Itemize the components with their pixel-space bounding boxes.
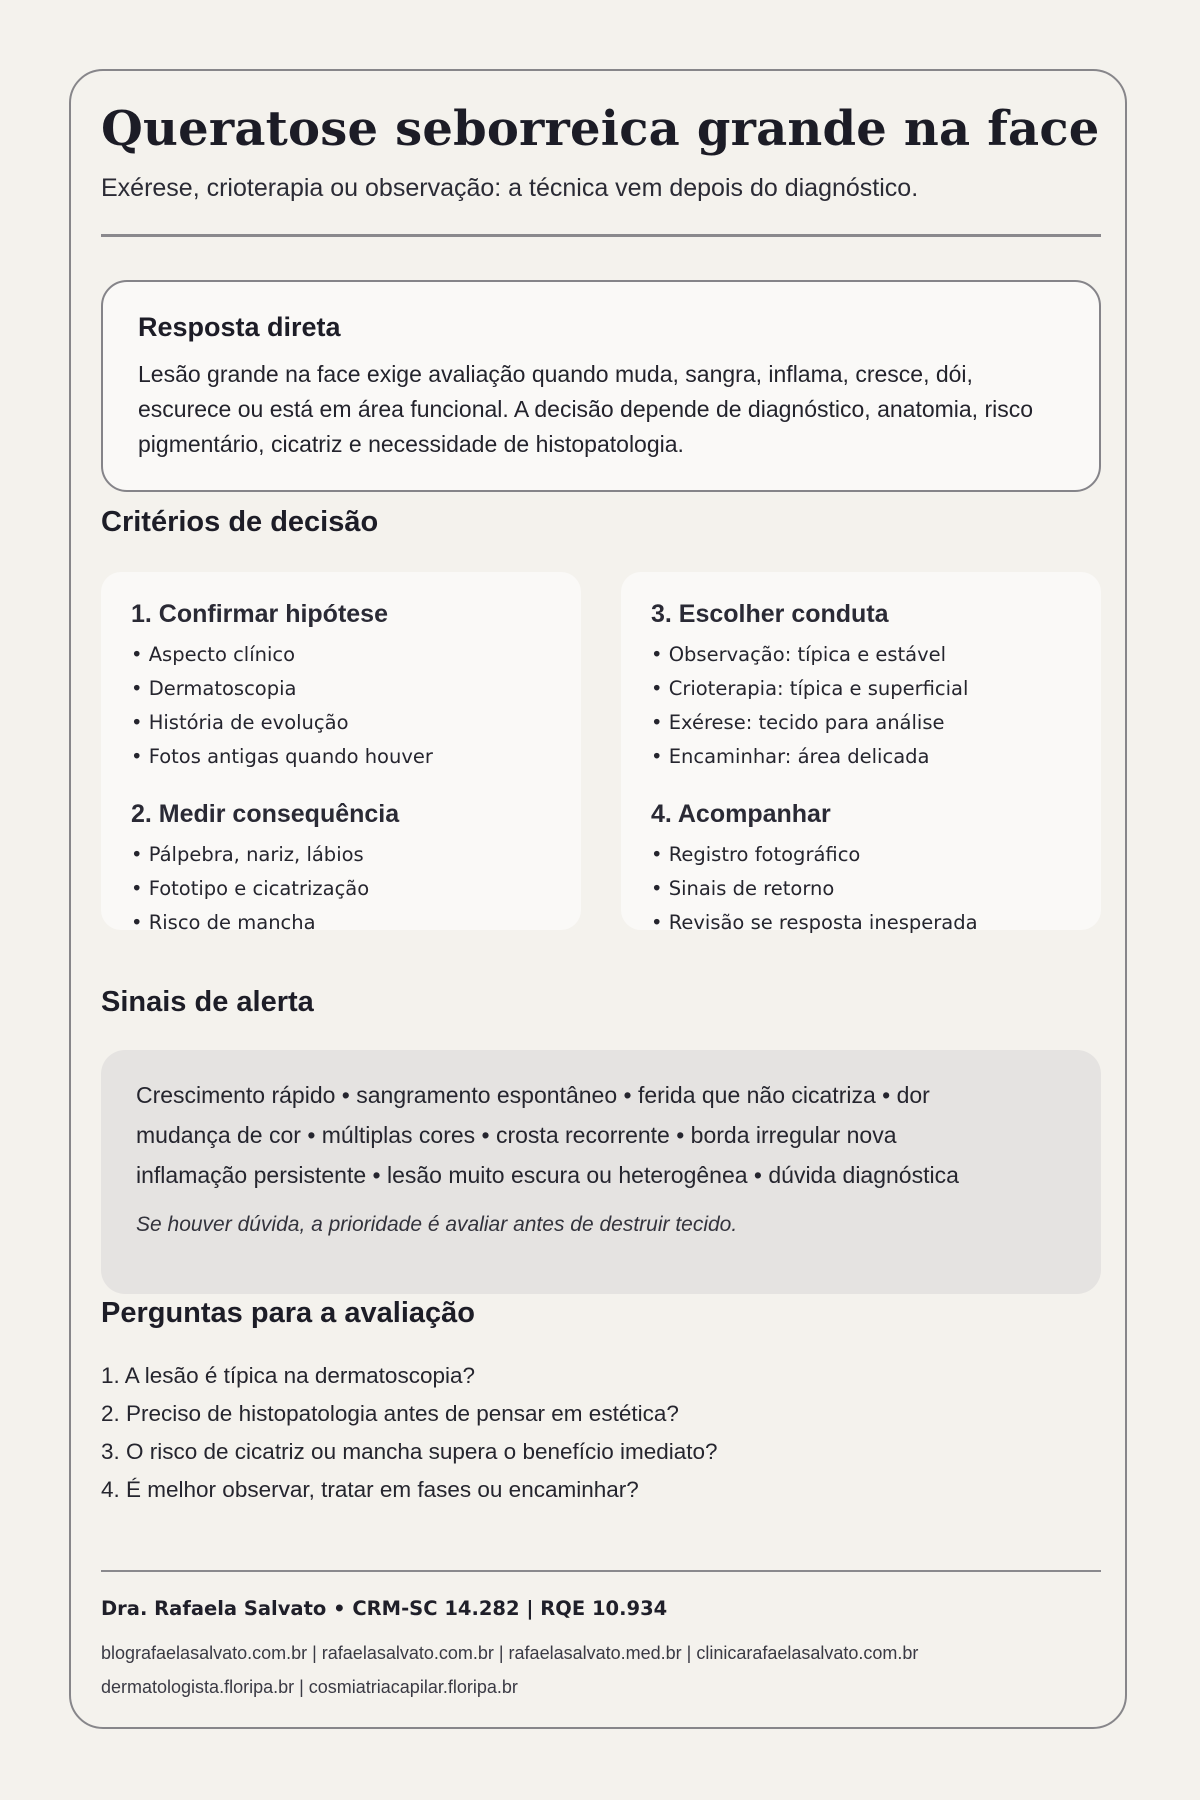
direct-answer-box — [101, 280, 1101, 492]
criteria-group-confirm — [131, 600, 433, 774]
criteria-group-choose — [651, 600, 968, 774]
questions-section-title: Perguntas para a avaliação — [101, 1297, 475, 1329]
criteria-list — [131, 638, 433, 774]
list-item: 3. O risco de cicatriz ou mancha supera o benefício imediato? — [101, 1439, 718, 1464]
criteria-heading: 3. Escolher conduta — [651, 600, 889, 628]
direct-answer-text: Lesão grande na face exige avaliação quando muda, sangra, inflama, cresce, dói, escurece ou está em área funcional. A decisão depende de diagnóstico, anatomia, risco pigmentário, cicatriz e necessidade de histopatologia. — [138, 361, 1034, 457]
list-item: 2. Preciso de histopatologia antes de pensar em estética? — [101, 1401, 679, 1426]
alert-line: mudança de cor • múltiplas cores • crosta recorrente • borda irregular nova — [136, 1122, 897, 1148]
criteria-list — [651, 638, 968, 774]
list-item: • História de evolução — [131, 711, 349, 734]
alert-line: Crescimento rápido • sangramento espontâneo • ferida que não cicatriza • dor — [136, 1082, 930, 1108]
list-item: • Pálpebra, nariz, lábios — [131, 843, 364, 866]
list-item: • Observação: típica e estável — [651, 643, 947, 666]
alert-signs-box — [101, 1050, 1101, 1294]
content-card — [69, 69, 1127, 1729]
criteria-heading: 2. Medir consequência — [131, 800, 400, 828]
criteria-group-follow-up — [651, 800, 978, 940]
list-item: • Fototipo e cicatrização — [131, 877, 370, 900]
footer-links-line: blografaelasalvato.com.br | rafaelasalvato.com.br | rafaelasalvato.med.br | clinicarafaelasalvato.com.br — [101, 1643, 919, 1663]
footer-divider — [101, 1570, 1101, 1572]
footer-links-line: dermatologista.floripa.br | cosmiatriacapilar.floripa.br — [101, 1677, 518, 1697]
criteria-list — [651, 838, 978, 940]
criteria-group-measure — [131, 800, 399, 940]
list-item: • Dermatoscopia — [131, 677, 297, 700]
page-title: Queratose seborreica grande na face — [101, 101, 1100, 157]
page-subtitle: Exérese, crioterapia ou observação: a técnica vem depois do diagnóstico. — [101, 174, 919, 202]
list-item: • Revisão se resposta inesperada — [651, 911, 978, 934]
list-item: • Encaminhar: área delicada — [651, 745, 930, 768]
list-item: 1. A lesão é típica na dermatoscopia? — [101, 1363, 475, 1388]
alerts-section-title: Sinais de alerta — [101, 986, 314, 1018]
footer-links — [101, 1636, 918, 1704]
list-item: • Exérese: tecido para análise — [651, 711, 945, 734]
list-item: • Crioterapia: típica e superficial — [651, 677, 969, 700]
criteria-heading: 4. Acompanhar — [651, 800, 831, 828]
questions-list — [101, 1357, 718, 1509]
header-divider — [101, 234, 1101, 237]
alert-signs-text — [136, 1075, 1067, 1195]
direct-answer-title: Resposta direta — [138, 312, 341, 342]
criteria-section-title: Critérios de decisão — [101, 506, 379, 538]
list-item: • Aspecto clínico — [131, 643, 296, 666]
author-credentials: Dra. Rafaela Salvato • CRM-SC 14.282 | RQE 10.934 — [101, 1597, 668, 1620]
list-item: • Sinais de retorno — [651, 877, 835, 900]
list-item: • Fotos antigas quando houver — [131, 745, 433, 768]
alert-note: Se houver dúvida, a prioridade é avaliar antes de destruir tecido. — [136, 1213, 738, 1236]
list-item: 4. É melhor observar, tratar em fases ou encaminhar? — [101, 1477, 639, 1502]
alert-line: inflamação persistente • lesão muito escura ou heterogênea • dúvida diagnóstica — [136, 1162, 959, 1188]
criteria-list — [131, 838, 399, 940]
list-item: • Risco de mancha — [131, 911, 316, 934]
list-item: • Registro fotográfico — [651, 843, 861, 866]
criteria-heading: 1. Confirmar hipótese — [131, 600, 388, 628]
criteria-card-right — [621, 572, 1101, 934]
criteria-card-left — [101, 572, 581, 934]
